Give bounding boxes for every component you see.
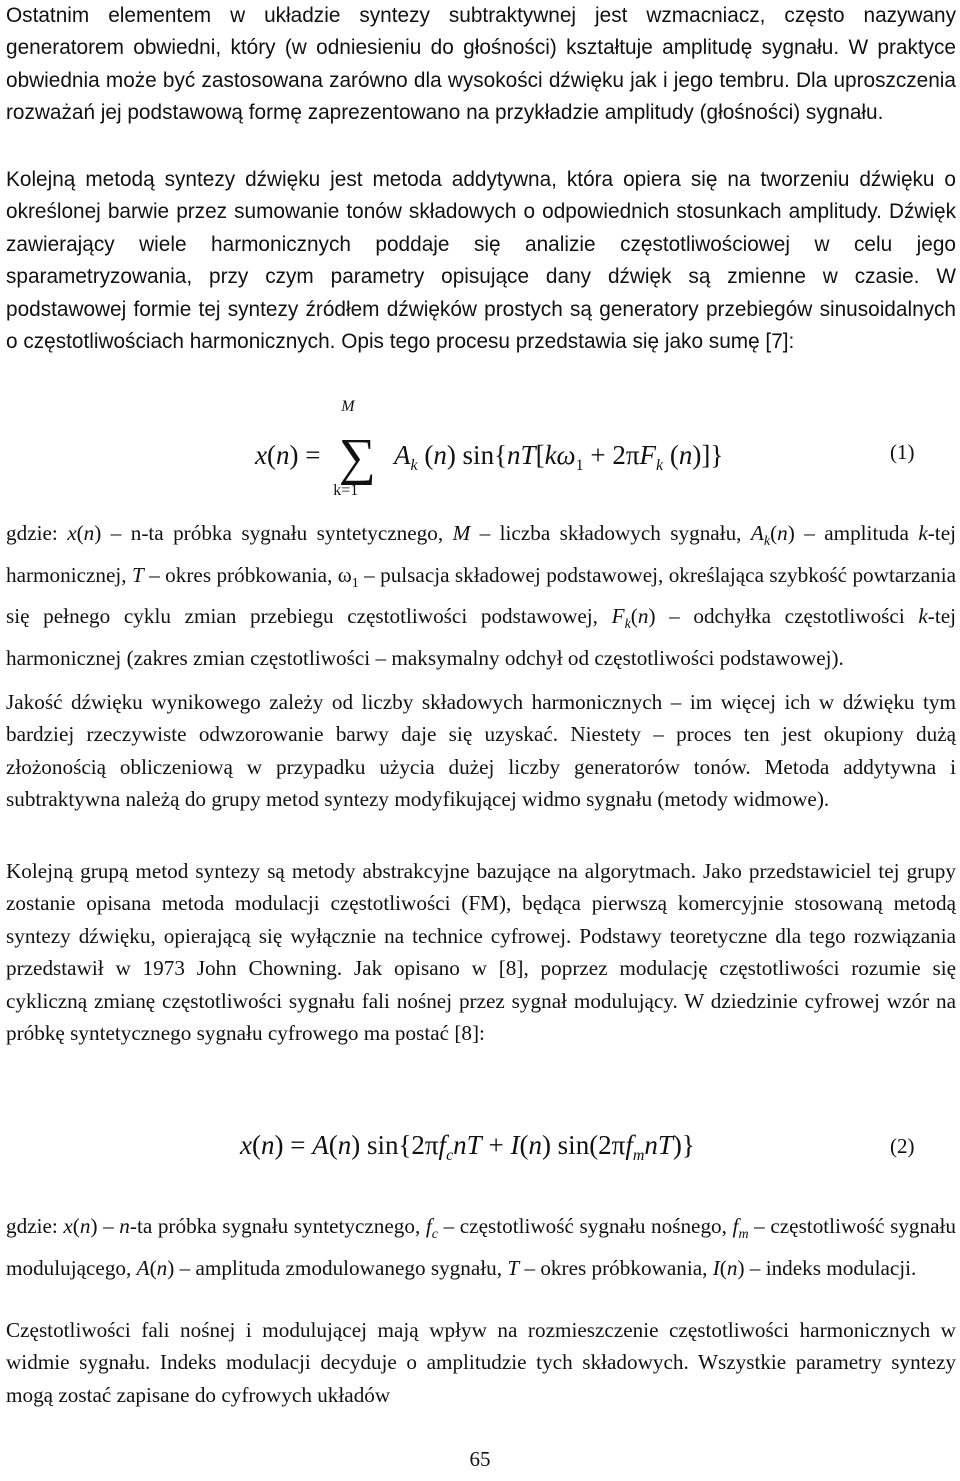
paragraph-equation-1-legend: gdzie: x(n) – n-ta próbka sygnału syntetycznego, M – liczba składowych sygnału, $A_k(n)$ – amplituda k-tej harmonicznej, T – okres próbkowania, $\omega_1$ – pulsacja składowej podstawowej, określająca szybkość powtarzania się pełnego cyklu zmian przebiegu częstotliwości podstawowej, $F_k(n)$ – odchyłka częstotliwości k-tej harmonicznej (zakres zmian częstotliwości – maksymalny odchył od częstotliwości podstawowej). [6, 521, 956, 670]
paragraph-equation-2-legend: gdzie: x(n) – n-ta próbka sygnału syntetycznego, $f_c$ – częstotliwość sygnału nośnego, $f_m$ – częstotliwość sygnału modulującego, A(n) – amplituda zmodulowanego sygnału, T – okres próbkowania, I(n) – indeks modulacji. [6, 1214, 957, 1280]
sum-upper-limit: M [341, 398, 355, 415]
summation-symbol: M ∑ k=1 [333, 398, 376, 499]
paragraph-sound-quality: Jakość dźwięku wynikowego zależy od liczby składowych harmonicznych – im więcej ich w dźwięku tym bardziej rzeczywiste odwzorowanie barwy daje się uzyskać. Niestety – proces ten jest okupiony dużą złożonością obliczeniową w przypadku użycia dużej liczby generatorów tonów. Metoda addytywna i subtraktywna należą do grupy metod syntezy modyfikującej widmo sygnału (metody widmowe). [6, 690, 956, 812]
paragraph-carrier-modulator: Częstotliwości fali nośnej i modulującej mają wpływ na rozmieszczenie częstotliwości harmonicznych w widmie sygnału. Indeks modulacji decyduje o amplitudzie tych składowych. Wszystkie parametry syntezy mogą zostać zapisane do cyfrowych układów [6, 1318, 956, 1407]
equation-1: x(n) = M ∑ k=1 $A_k$ (n) $\sin\{nT[k\omega_1 + 2\pi F_k$ (n)]} [255, 398, 724, 499]
sum-lower-limit: k=1 [333, 482, 359, 499]
equation-2-number: (2) [890, 1134, 915, 1158]
paragraph-envelope: Ostatnim elementem w układzie syntezy subtraktywnej jest wzmacniacz, często nazywany generatorem obwiedni, który (w odniesieniu do głośności) kształtuje amplitudę sygnału. W praktyce obwiednia może być zastosowana zarówno dla wysokości dźwięku jak i jego tembru. Dla uproszczenia rozważań jej podstawową formę zaprezentowano na przykładzie amplitudy (głośności) sygnału. [6, 4, 956, 125]
page-number: 65 [469, 1447, 491, 1471]
paragraph-fm-synthesis: Kolejną grupą metod syntezy są metody abstrakcyjne bazujące na algorytmach. Jako przedstawiciel tej grupy zostanie opisana metoda modulacji częstotliwości (FM), będąca pierwszą komercyjnie stosowaną metodą syntezy dźwięku, opierającą się wyłącznie na technice cyfrowej. Podstawy teoretyczne dla tego rozwiązania przedstawił w 1973 John Chowning. Jak opisano w [8], poprzez modulację częstotliwości rozumie się cykliczną zmianę częstotliwości sygnału fali nośnej przez sygnał modulujący. W dziedzinie cyfrowej wzór na próbkę syntetycznego sygnału cyfrowego ma postać [8]: [6, 859, 956, 1046]
equation-2: x(n) = A(n) $\sin\{2\pi f_cnT + I(n)$ $\sin(2\pi f_mnT)$} [240, 1130, 695, 1164]
equation-1-number: (1) [890, 440, 915, 464]
paragraph-additive-synthesis: Kolejną metodą syntezy dźwięku jest metoda addytywna, która opiera się na tworzeniu dźwięku o określonej barwie przez sumowanie tonów składowych o odpowiednich stosunkach amplitudy. Dźwięk zawierający wiele harmonicznych poddaje się analizie częstotliwościowej w celu jego sparametryzowania, przy czym parametry opisujące dany dźwięk są zmienne w czasie. W podstawowej formie tej syntezy źródłem dźwięków prostych są generatory przebiegów sinusoidalnych o częstotliwościach harmonicznych. Opis tego procesu przedstawia się jako sumę [7]: [6, 168, 956, 354]
